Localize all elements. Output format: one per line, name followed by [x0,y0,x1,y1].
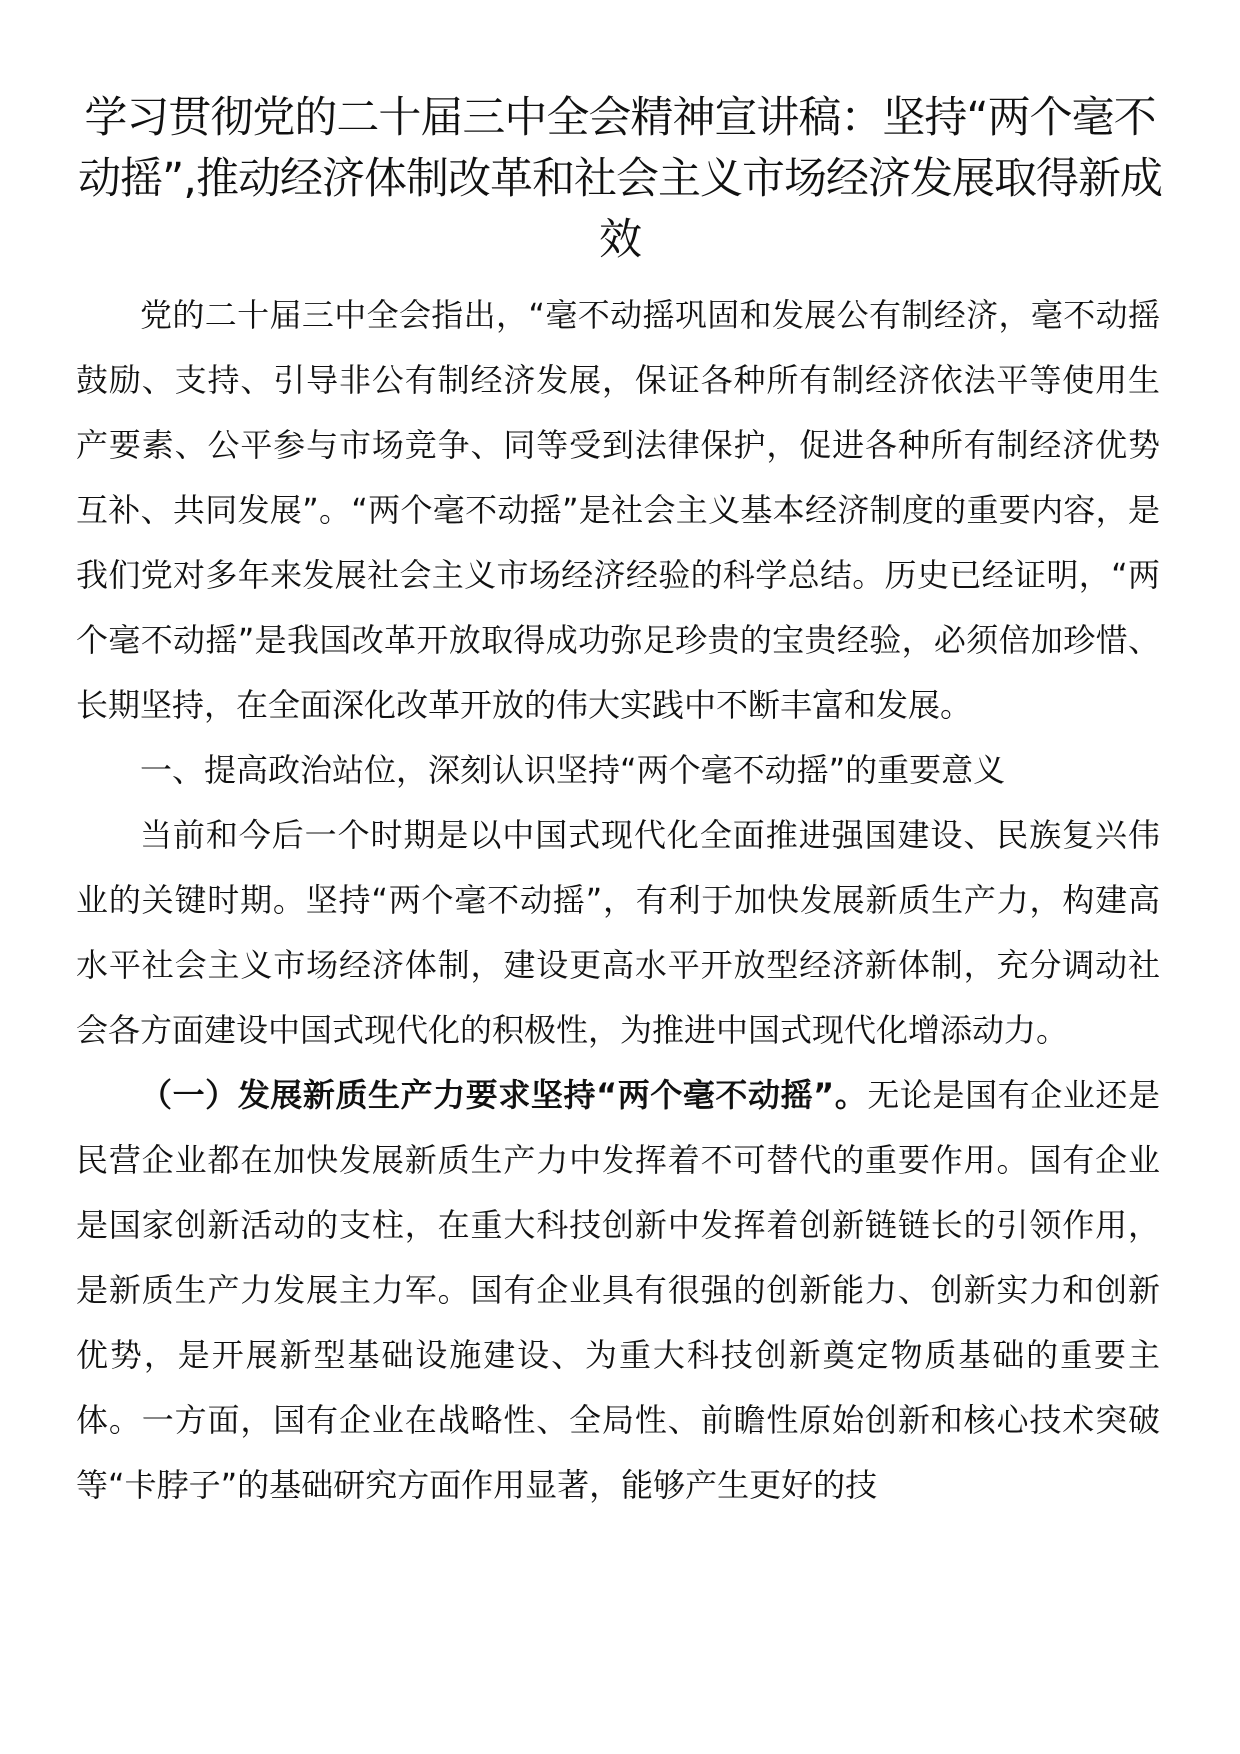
subsection-lead: （一）发展新质生产力要求坚持“两个毫不动摇”。 [140,1076,868,1114]
section-paragraph: 当前和今后一个时期是以中国式现代化全面推进强国建设、民族复兴伟业的关键时期。坚持“两个毫不动摇”，有利于加快发展新质生产力，构建高水平社会主义市场经济体制，建设更高水平开放型经济新体制，充分调动社会各方面建设中国式现代化的积极性，为推进中国式现代化增添动力。 [76,816,1160,1049]
subsection-text: 无论是国有企业还是民营企业都在加快发展新质生产力中发挥着不可替代的重要作用。国有企业是国家创新活动的支柱，在重大科技创新中发挥着创新链链长的引领作用，是新质生产力发展主力军。国有企业具有很强的创新能力、创新实力和创新优势，是开展新型基础设施建设、为重大科技创新奠定物质基础的重要主体。一方面，国有企业在战略性、全局性、前瞻性原始创新和核心技术突破等“卡脖子”的基础研究方面作用显著，能够产生更好的技 [76,1076,1160,1504]
document-body [76,283,1160,1518]
document-title: 学习贯彻党的二十届三中全会精神宣讲稿：坚持“两个毫不动摇”,推动经济体制改革和社会主义市场经济发展取得新成效 [78,93,1162,265]
subsection-paragraph [76,1063,1160,1518]
intro-paragraph: 党的二十届三中全会指出，“毫不动摇巩固和发展公有制经济，毫不动摇鼓励、支持、引导非公有制经济发展，保证各种所有制经济依法平等使用生产要素、公平参与市场竞争、同等受到法律保护，促进各种所有制经济优势互补、共同发展”。“两个毫不动摇”是社会主义基本经济制度的重要内容，是我们党对多年来发展社会主义市场经济经验的科学总结。历史已经证明，“两个毫不动摇”是我国改革开放取得成功弥足珍贵的宝贵经验，必须倍加珍惜、长期坚持，在全面深化改革开放的伟大实践中不断丰富和发展。 [76,296,1160,724]
section-heading: 一、提高政治站位，深刻认识坚持“两个毫不动摇”的重要意义 [140,751,1006,789]
